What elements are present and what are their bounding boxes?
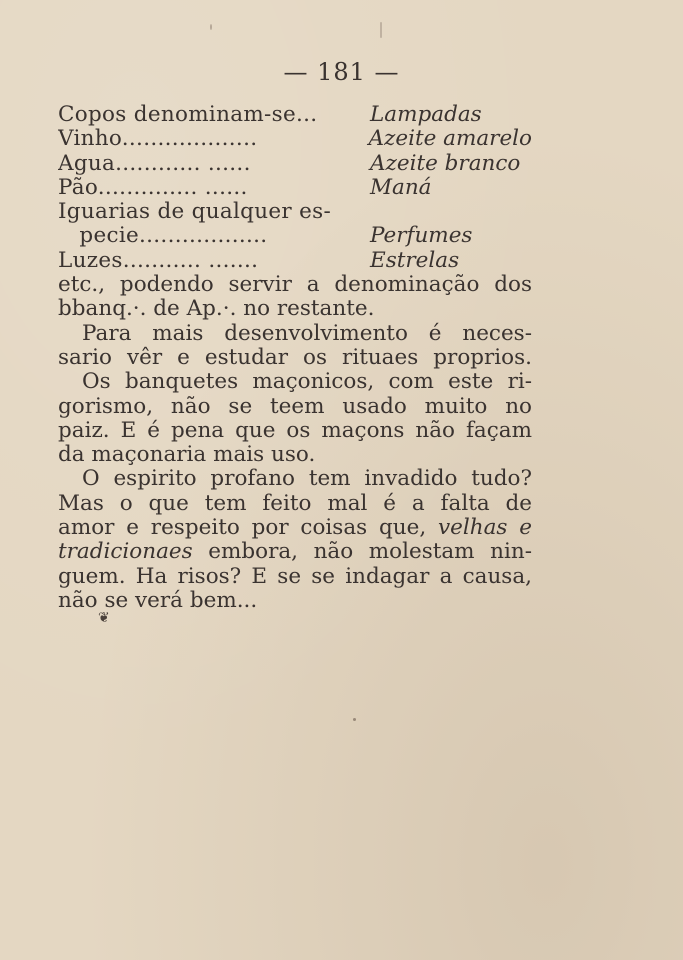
term-right: Azeite amarelo bbox=[368, 126, 532, 152]
page-text bbox=[58, 103, 532, 613]
paper-speck bbox=[353, 718, 356, 721]
text-line: etc., podendo servir a denominação dos bbox=[58, 273, 532, 298]
text-line bbox=[58, 540, 532, 564]
term-right: Estrelas bbox=[370, 247, 460, 273]
text-line: Mas o que tem feito mal é a falta de bbox=[58, 491, 532, 516]
text-line: Para mais desenvolvimento é neces- bbox=[82, 321, 532, 346]
paper-speck bbox=[380, 22, 382, 38]
table-row bbox=[58, 200, 532, 224]
text-line bbox=[58, 516, 532, 540]
page-number: — 181 — bbox=[283, 58, 400, 86]
table-row bbox=[58, 176, 532, 200]
text-line: da maçonaria mais uso. bbox=[58, 442, 316, 468]
term-right: Perfumes bbox=[370, 223, 473, 249]
text-line: não se verá bem... bbox=[58, 587, 258, 613]
term-left: Pão.............. ...... bbox=[58, 175, 248, 200]
text-line: paiz. E é pena que os maçons não façam bbox=[58, 418, 532, 443]
text-span: amor e respeito por coisas que, bbox=[58, 516, 427, 541]
term-right: Lampadas bbox=[370, 102, 482, 127]
text-line: gorismo, não se teem usado muito no bbox=[58, 394, 532, 419]
table-row bbox=[58, 152, 532, 176]
term-right: Azeite branco bbox=[370, 150, 521, 176]
term-left: Agua............ ...... bbox=[58, 151, 251, 176]
text-line: Os banquetes maçonicos, com este ri- bbox=[82, 370, 532, 395]
italic-span: velhas e bbox=[438, 516, 532, 541]
text-line: bbanq.·. de Ap.·. no restante. bbox=[58, 296, 375, 322]
term-left: pecie.................. bbox=[58, 224, 268, 249]
term-right: Maná bbox=[370, 174, 432, 200]
table-row bbox=[58, 249, 532, 273]
table-row bbox=[58, 224, 532, 248]
text-line: sario vêr e estudar os rituaes proprios. bbox=[58, 345, 532, 370]
text-span: embora, não molestam nin- bbox=[208, 540, 532, 565]
text-line: O espirito profano tem invadido tudo? bbox=[82, 467, 532, 492]
table-row bbox=[58, 103, 532, 127]
term-left: Copos denominam-se... bbox=[58, 103, 318, 127]
italic-span: tradicionaes bbox=[58, 540, 193, 565]
term-left: Vinho................... bbox=[58, 127, 258, 152]
paper-speck bbox=[210, 24, 212, 30]
term-left: Luzes........... ....... bbox=[58, 248, 259, 273]
text-line: guem. Ha risos? E se se indagar a causa, bbox=[58, 564, 532, 589]
term-left: Iguarias de qualquer es- bbox=[58, 200, 332, 225]
ornament-icon: ❦ bbox=[98, 610, 110, 626]
table-row bbox=[58, 127, 532, 151]
